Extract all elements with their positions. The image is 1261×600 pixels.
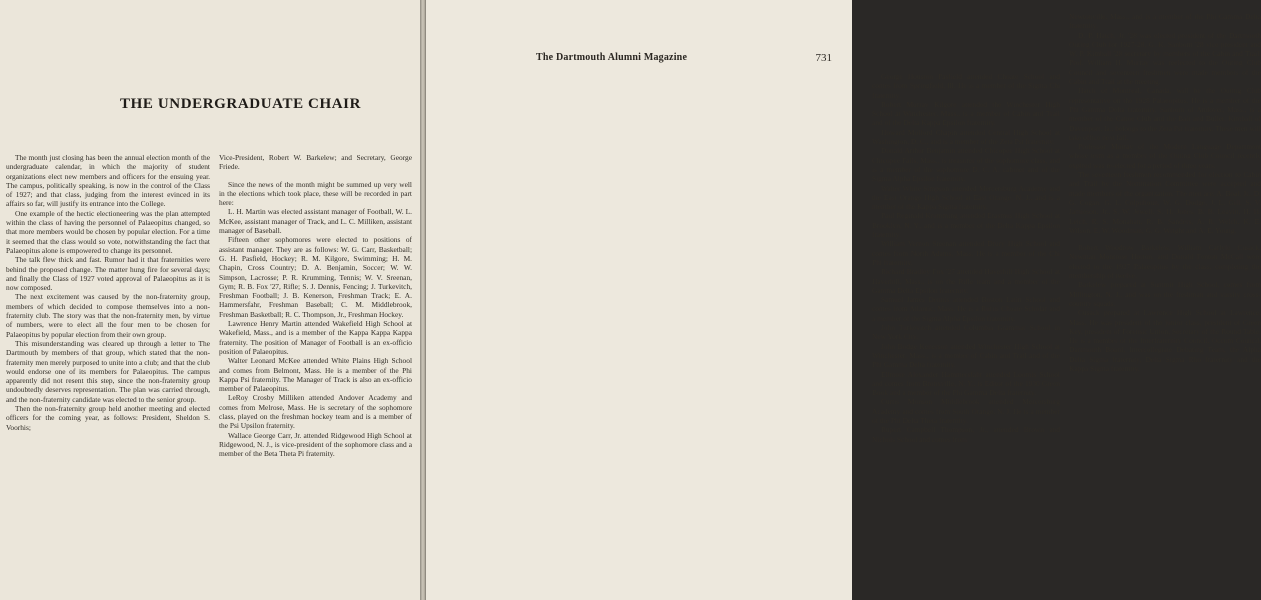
right-column-1 <box>872 72 1060 444</box>
paragraph: Then the non-fraternity group held another meeting and elected officers for the coming year, as follows: President, Sheldon S. Voorhis; <box>6 404 210 432</box>
paragraph: Barkelew prepared at Summit High School, comes from Millington, N. J., and was on the freshman and varsity cross-country squads. <box>1069 280 1261 308</box>
paragraph: Wallace George Carr, Jr. attended Ridgewood High School at Ridgewood, N. J., is vice-president of the sophomore class and a member of the Beta Theta Pi fraternity. <box>219 430 412 459</box>
paragraph: Hatch of Montreal, Canada, will be the Outing Club representative on the 1928 Palaeopitus. He is a member of the Phi Gamma Delta fraternity. Sanborn of Andover, Mass., is a member of the Canoe Club and the Bait and Bullet. Kimball of Davenport, Ia., belongs to the Zeta Psi fraternity. These men will take office next fall. <box>1069 86 1261 142</box>
paragraph: Professor Murray of the Modern Language Department whose term as a member of the Outing Club Council recently expired was re-elected for a period of three years. <box>1069 142 1261 170</box>
left-column-2 <box>219 153 412 459</box>
paragraph: The month just closing has been the annual election month of the undergraduate calendar, in which the majority of student organizations elect new members and officers for the ensuing year. The campus, politically speaking, is now in the control of the Class of 1927; and that class, judging from the interest evinced in its affairs so far, will justify its entrance into the College. <box>6 153 210 209</box>
paragraph: John Bodge Kenerson attended Winchester High School at Winchester, Mass., is a member of Cabin and Trail and of the Phi Gamma Delta fraternity. <box>872 341 1060 370</box>
right-column-2 <box>1069 12 1261 373</box>
paragraph: Fifteen other sophomores were elected to positions of assistant manager. They are as follows: W. G. Carr, Basketball; G. H. Pasfield, Hockey; R. M. Kilgore, Swimming; H. M. Chapin, Cross Country; D. A. Benjamin, Soccer; W. W. Simpson, Lacrosse; P. R. Krumming, Tennis; W. V. Sreenan, Gym; R. B. Fox '27, Rifle; S. J. Dennis, Fencing; J. Turkevitch, Freshman Football; J. B. Kenerson, Freshman Track; E. A. Hammersfahr, Freshman Baseball; C. M. Middlebrook, Freshman Basketball; R. C. Thompson, Jr., Freshman Hockey. <box>219 235 412 319</box>
paragraph: Curtis Monson Middlebrook attended Mercersburg Academy and comes from South Orange, N. J. He is a member of the Phi Delta Theta fraternity. <box>872 397 1060 425</box>
paragraph: Robert Woodrow Barkelew, William Carlyle Cusack, Newman Montrose Horton, and Donald Fenton McCall were elected to the 1927 Palaeopitus by the class, completing the membership of twelve. <box>1069 243 1261 281</box>
paragraph: The next excitement was caused by the non-fraternity group, members of which decided to compose themselves into a non-fraternity club. The story was that the non-fraternity men, by virtue of numbers, were to elect all the four men to be chosen for Palaeopitus by popular election from their own group. <box>6 292 210 339</box>
paragraph: Ellmore Alexander Hammersfahr attended Loomis School and comes from Bronxville, N. Y., is Editor of the 1930 Green Book and a member of the Phi Gamma Delta fraternity. <box>872 369 1060 398</box>
paragraph: Lawrence Henry Martin attended Wakefield High School at Wakefield, Mass., and is a member of the Kappa Kappa Kappa fraternity. The position of Manager of Football is an ex-officio position of Palaeopitus. <box>219 319 412 356</box>
paragraph: Walter Leonard McKee attended White Plains High School and comes from Belmont, Mass. He is a member of the Phi Kappa Psi fraternity. The Manager of Track is also an ex-officio member of Palaeopitus. <box>219 356 412 394</box>
right-page <box>426 0 1261 600</box>
paragraph: L. H. Martin was elected assistant manager of Football, W. L. McKee, assistant manager of Track, and L. C. Milliken, assistant manager of Baseball. <box>219 207 412 236</box>
paragraph: George Houston Pasfield attended Choate School and comes from Springfield, Ill. He is a member of the Sigma Chi fraternity. <box>872 72 1060 100</box>
paragraph: William Vernon Sreenan attended Drury High School and comes from North Adams, Mass. He is a member of the Chi Phi fraternity. <box>872 239 1060 267</box>
paragraph: Paul Reginald Krumming attended Erasmus High School at Brooklyn, N. Y., and is a member of the Delta Kappa Epsilon fraternity. <box>872 211 1060 240</box>
paragraph: Richard Bradley Fox '27 attended Haverhill High School at Haverhill, Mass., is on the Rifle team and a member of the Gamma Delta Epsilon fraternity. <box>872 267 1060 295</box>
paragraph: Rupert Campbell Thompson, Jr., attended Brown and Nichols School and comes from <box>872 425 1060 444</box>
left-page <box>0 0 420 600</box>
left-column-1 <box>6 153 210 432</box>
paragraph: Newtonville, Mass., and is a member of the Phi Gamma Delta fraternity. <box>1069 12 1261 31</box>
paragraph: The talk flew thick and fast. Rumor had it that fraternities were behind the proposed change. The matter hung fire for several days; and finally the Class of 1927 voted approval of Palaeopitus as it is now composed. <box>6 255 210 293</box>
page-number: 731 <box>815 52 832 64</box>
paragraph: LeRoy Crosby Milliken attended Andover Academy and comes from Melrose, Mass. He is secretary of the sophomore class, played on the freshman hockey team and is a member of the Psi Upsilon fraternity. <box>219 393 412 431</box>
paragraph: Vice-President, Robert W. Barkelew; and Secretary, George Friede. <box>219 153 412 172</box>
paragraph: John Turkevitch attended Columbia Grammar School in New York City. <box>872 323 1060 342</box>
paragraph: Robert Murray Kilgore attended the Winchester High School at Winchester, Mass., is a member of Cabin and Trail and of the Delta Kappa Epsilon fraternity. <box>872 99 1060 128</box>
article-title: THE UNDERGRADUATE CHAIR <box>120 96 362 112</box>
running-head: The Dartmouth Alumni Magazine <box>536 52 688 63</box>
paragraph: This misunderstanding was cleared up through a letter to The Dartmouth by members of that group, which stated that the non-fraternity men merely purposed to unite into a club; and that the club would endorse one of its members for Palaeopitus. The campus apparently did not resent this step, since the non-fraternity group undoubtedly deserves representation. The plan was carried through, and the non-fraternity candidate was elected to the senior group. <box>6 338 210 404</box>
paragraph: The seventeen freshmen recommended for election to Cabin and Trail by the Nomination Committee were accepted and made members of the organization. The men are: A. Boal, Jr., D. G. Cogan, G. L. Colpuhoun, W. G. Dodge, J. L. Gill, S. V. Jamieson, Jr., S. W. Jewell, S. H. Jones, B. B. Leavitt, H. H. Leich, R. S. Monahan, R. B. Sanders, A. R. Welch, K. E. Wilson, E. W. Woodman, G. G. Wright and A. E. Young. <box>1069 170 1261 235</box>
paragraph: One example of the hectic electioneering was the plan attempted within the class of having the personnel of Palaeopitus changed, so that more members would be chosen by popular election. For a time it seemed that the class would so vote, notwithstanding the fact that Palaeopitus alone is empowered to change its personnel. <box>6 208 210 255</box>
paragraph: Cusack prepared at Lawrence High School at Lawrence, Mass. He was president of the junior class, president of Green Key, president of Forensic Union, Secretary of the Round Table. He is a member of the Interfraternity Council, Occum Council, Dartmouth Board, Intercollegiate Debating Team, the Alpha Delta Sigma fraternity, Delta Sigma Rho fraternity and the Kappa Sigma fraternity. <box>1069 308 1261 373</box>
paragraph: Howard Mulford Chapin attended Central High School at Washington, D. C., and is a member of the Zeta Psi fraternity. <box>872 127 1060 147</box>
paragraph: D. P. Hatch, Jr. '28 was elected president of the Dartmouth Outing Club for 1927-28, G. K. Sanborn '28 vice president and W. P. Kimball '28 secretary by members of the Cabin and Trail. Prof. William H. Murray was reelected to the Outing Club Council and seventeen freshmen were made members of the Cabin and Trail at the meeting. <box>1069 30 1261 87</box>
paragraph: Since the news of the month might be summed up very well in the elections which took place, these will be recorded in part here: <box>219 179 412 208</box>
paragraph: Walter White Simpson attended Mercersburg Academy and the East Orange High School at East Orange, N. J., and is a member of the Kappa Sigma fraternity. <box>872 183 1060 212</box>
paragraph: Donald Arthur Benjamin attended Chicopee High School at Chicopee Falls, Mass., is treasurer of the sophomore class, and is a member of the sophomore D. C. A. cabinet and of the Sigma Alpha Epsilon fraternity. <box>872 146 1060 184</box>
paragraph: Samuel James Dennis attended Boston Latin School and comes from Atlantic, Mass. He is a Rufus Choate Scholar and a member of the Sigma Alpha Epsilon fraternity. <box>872 295 1060 323</box>
